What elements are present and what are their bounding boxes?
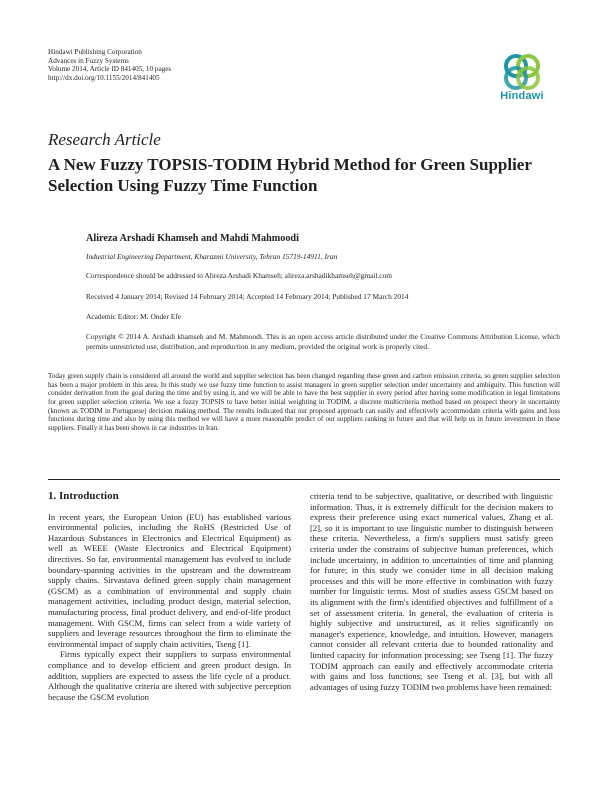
publication-dates: Received 4 January 2014; Revised 14 February 2014; Accepted 14 February 2014; Published 17 March 2014 [86,292,409,301]
body-paragraph: Firms typically expect their suppliers to surpass environmental compliance and to develop efficient and green product design. In addition, suppliers are expected to assess the life cycle of a product. Although the qualitative criteria are iltered with subjective perception because the GSCM evolution [48,649,291,702]
correspondence: Correspondence should be addressed to Alireza Arshadi Khamseh; alireza.arshadikhamseh@gmail.com [86,271,393,280]
affiliation: Industrial Engineering Department, Kharazmi University, Tehran 15719-14911, Iran [86,252,338,261]
authors: Alireza Arshadi Khamseh and Mahdi Mahmoodi [86,233,299,244]
publisher-info [48,48,171,82]
body-paragraph: criteria tend to be subjective, qualitative, or described with linguistic information. Thus, it is extremely difficult for the decision makers to express their preference using exact numerical values, Zhang et al. [2], so it is important to use linguistic number to distinguish between these criteria. Nevertheless, a firm's suppliers must satisfy green criteria under the constrains of subjective human preferences, which include uncertainty, in addition to uncertainties of time and planning for future; in this study we consider time in all decision making processes and this will be more effective in combination with fuzzy number for linguistic terms. Most of studies assess GSCM based on its alignment with the firm's identified objectives and fulfillment of a set of assessment criteria. In general, the evaluation of criteria is highly subjective and unstructured, as it relies significantly on manager's experience, knowledge, and intuition. However, managers cannot consider all relevant criteria due to bounded rationality and limited capacity for information processing; see Tseng [1]. The fuzzy TODIM approach can easily and effectively accommodate criteria with gains and loss functions; see Tseng et al. [3], but with all advantages of using fuzzy TODIM two problems have been remained: [310,491,553,692]
paper-title: A New Fuzzy TOPSIS-TODIM Hybrid Method for Green Supplier Selection Using Fuzzy Time Function [48,155,532,195]
section-heading: 1. Introduction [48,490,119,502]
hindawi-logo-text: Hindawi [500,90,544,102]
section-divider [48,479,560,480]
journal-line: Advances in Fuzzy Systems [48,56,129,65]
academic-editor: Academic Editor: M. Onder Efe [86,312,182,321]
article-type: Research Article [48,130,161,149]
publisher-line: Hindawi Publishing Corporation [48,48,142,56]
copyright-notice: Copyright © 2014 A. Arshadi khamseh and M. Mahmoodi. This is an open access article distributed under the Creative Commons Attribution License, which permits unrestricted use, distribution, and reproduction in any medium, provided the original work is properly cited. [86,332,560,351]
abstract: Today green supply chain is considered all around the world and supplier selection has been changed regarding these green and carbon emission criteria, so green supplier selection has been a major problem in this area. In this study we use fuzzy time function to assist managers in green supplier selection under uncertainty and ambiguity. This function will consider derivation from the goal during the time and by using it, and we will be able to have the best supplier in every period after having some modification in legal limitations for green supplier selection criteria. We use a fuzzy TOPSIS to have better initial weighting in TODIM, a discrete multicriteria method based on prospect theory in uncertainty (known as TODIM in Portuguese) decision making method. The results indicated that our proposed approach can easily and effectively accommodate criteria with gains and loss functions during time and also by using this method we will have a more reasonable predict of our suppliers ranking in future and that will help us in future investment in these suppliers. Finally it has been shown in car industries in Iran. [48,372,560,432]
body-paragraph: In recent years, the European Union (EU) has established various environmental policies, including the RoHS (Restricted Use of Hazardous Substances in Electronics and Electrical Equipment) as well as WEEE (Waste Electronics and Electrical Equipment) directives. So far, environmental management has evolved to include boundary-spanning activities in the upstream and the downstream supply chains. Sirvastava defined green supply chain management (GSCM) as a combination of environmental and supply chain management activities, including product design, material selection, manufacturing process, final product delivery, and end-of-life product management. With GSCM, firms can select from a wide variety of suppliers and leverage resources throughout the firm to eliminate the environmental impact of supply chain activities, Tseng [1]. [48,511,291,649]
right-column [310,491,553,692]
left-column [48,491,291,702]
doi-link[interactable]: http://dx.doi.org/10.1155/2014/841405 [48,73,160,82]
volume-line: Volume 2014, Article ID 841405, 10 pages [48,65,172,74]
